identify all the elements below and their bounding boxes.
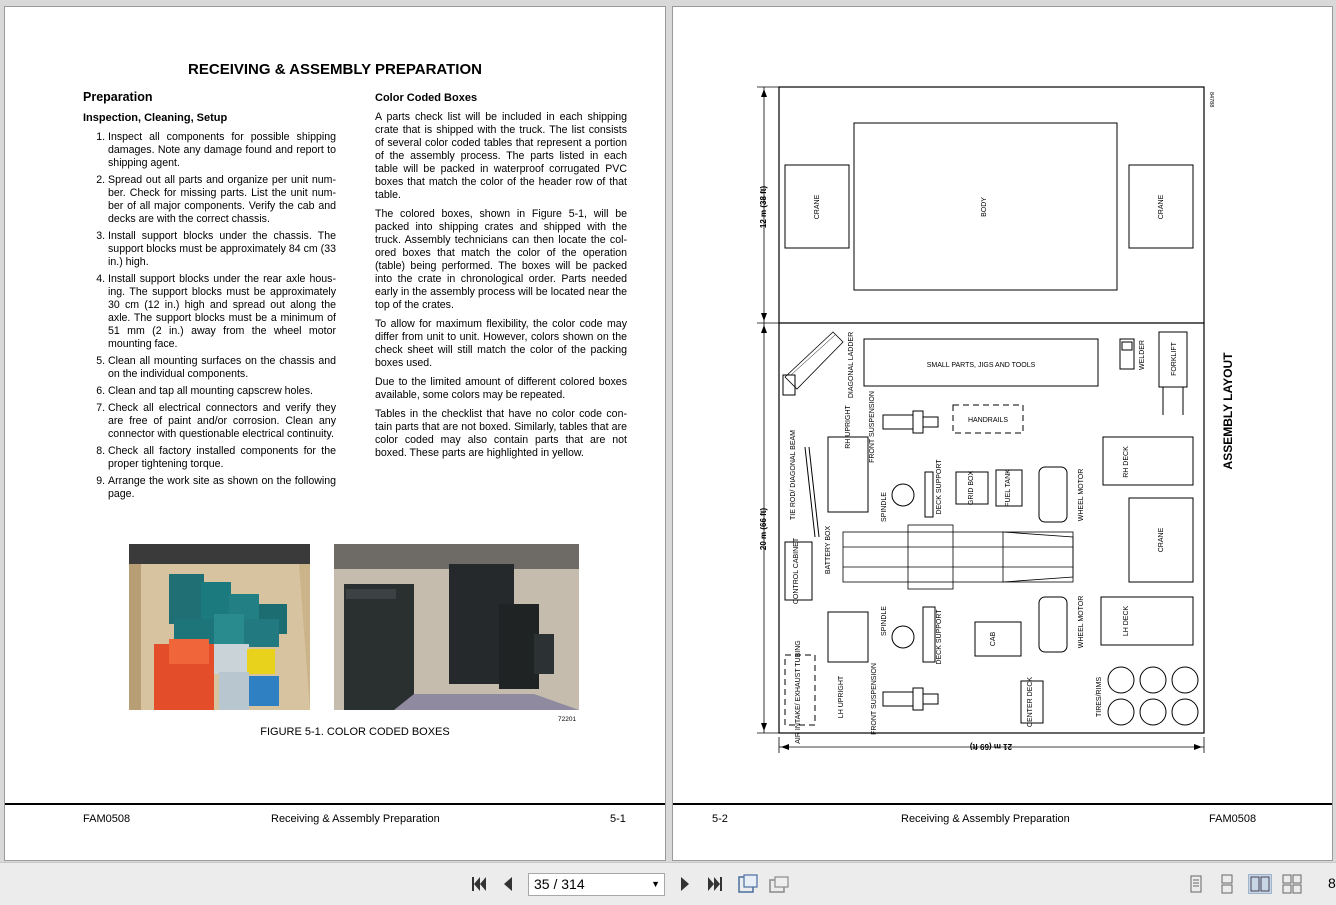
- cab-shape: [975, 622, 1021, 656]
- subsection-heading: Inspection, Cleaning, Setup: [83, 112, 228, 124]
- zoom-level[interactable]: 8: [1328, 875, 1336, 891]
- section-heading: Preparation: [83, 90, 153, 104]
- assembly-layout-title: ASSEMBLY LAYOUT: [1221, 352, 1235, 470]
- spindle-top-shape: [892, 484, 914, 506]
- left-page: [4, 6, 666, 861]
- footer-section-title: Receiving & Assembly Preparation: [901, 813, 1070, 825]
- grid-box-label: GRID BOX: [968, 470, 975, 506]
- paragraph: Due to the limited amount of different colored boxes available, some colors may be repeated.: [375, 376, 627, 401]
- tires-rims-label: TIRES/RIMS: [1096, 676, 1103, 718]
- first-page-icon[interactable]: [468, 871, 490, 897]
- next-page-icon[interactable]: [675, 871, 695, 897]
- front-suspension-bottom-label: FRONT SUSPENSION: [871, 663, 878, 735]
- two-page-view-icon[interactable]: [1248, 874, 1272, 894]
- front-suspension-top-label: FRONT SUSPENSION: [869, 391, 876, 463]
- color-coded-column: [375, 92, 627, 466]
- deck-support-bottom-shape: [923, 607, 935, 662]
- footer-rule: [673, 803, 1332, 805]
- chevron-down-icon[interactable]: ▼: [651, 879, 660, 889]
- step-item: 9. Arrange the work site as shown on the following page.: [108, 475, 336, 501]
- diagonal-ladder-shape: [783, 332, 843, 395]
- step-item: 4. Install support blocks under the rear axle housing. The support blocks must be approximately 30 cm (12 in.) high and spread out along the axle. The support blocks must be a minimum of 51 mm (2 in.) away from the wheel motor mounting face.: [108, 273, 336, 351]
- assembly-layout-drawing: [673, 7, 1332, 797]
- rh-upright-label: RH UPRIGHT: [845, 405, 852, 449]
- page-indicator: 35 / 314: [534, 876, 585, 892]
- small-parts-label: SMALL PARTS, JIGS AND TOOLS: [926, 362, 1036, 369]
- prev-page-icon[interactable]: [498, 871, 518, 897]
- lh-deck-label: LH DECK: [1123, 605, 1130, 637]
- rh-deck-label: RH DECK: [1123, 446, 1130, 478]
- page-number-field[interactable]: [528, 873, 665, 896]
- diagonal-ladder-label: DIAGONAL LADDER: [848, 331, 855, 399]
- fit-page-icon[interactable]: [736, 871, 760, 897]
- color-boxes-photo-1: [129, 544, 310, 710]
- front-suspension-bottom-shape: [883, 688, 938, 710]
- step-item: 3. Install support blocks under the chassis. The support blocks must be approximately 84 cm (33 in.) high.: [108, 230, 336, 269]
- paragraph: The colored boxes, shown in Figure 5-1, will be packed into shipping crates and shipped with the truck. Assembly technicians can then locate the colored boxes that match the color of the operation (table) being performed. The boxes will be packed into the crate in chronological order. Parts needed early in the assembly process will be located near the top of the crates.: [375, 208, 627, 311]
- footer-rule: [5, 803, 665, 805]
- color-boxes-photo-2: [334, 544, 579, 710]
- wheel-motor-bottom-shape: [1039, 597, 1067, 652]
- continuous-view-icon[interactable]: [1217, 874, 1237, 894]
- spindle-bottom-shape: [892, 626, 914, 648]
- lh-upright-shape: [828, 612, 868, 662]
- spindle-top-label: SPINDLE: [881, 492, 888, 522]
- crane-right-label: CRANE: [1158, 194, 1165, 220]
- step-item: 5. Clean all mounting surfaces on the chassis and on the individual components.: [108, 355, 336, 381]
- body-label: BODY: [981, 197, 988, 217]
- footer-section-title: Receiving & Assembly Preparation: [271, 813, 440, 825]
- footer-page-number: 5-1: [610, 813, 626, 825]
- step-item: 7. Check all electrical connectors and verify they are free of paint and/or corrosion. Clean any connector with questionable electrical continuity.: [108, 402, 336, 441]
- welder-shape: [1120, 339, 1134, 369]
- deck-support-top-label: DECK SUPPORT: [936, 459, 943, 515]
- crane-left-label: CRANE: [814, 194, 821, 220]
- wheel-motor-top-shape: [1039, 467, 1067, 522]
- fit-width-icon[interactable]: [767, 871, 791, 897]
- step-item: 8. Check all factory installed components for the proper tightening torque.: [108, 445, 336, 471]
- lh-deck-shape: [1101, 597, 1193, 645]
- figure-caption: FIGURE 5-1. COLOR CODED BOXES: [260, 726, 450, 738]
- lh-upright-label: LH UPRIGHT: [838, 675, 845, 719]
- right-page: [672, 6, 1333, 861]
- rh-deck-shape: [1103, 437, 1193, 485]
- paragraph: A parts check list will be included in each shipping crate that is shipped with the truck. The list consists of several color coded tables that represent a portion of the assembly process. The parts listed in each table will be packed in waterproof corrugated PVC boxes that match the color of the header row of that table.: [375, 111, 627, 201]
- crane-lower-label: CRANE: [1158, 527, 1165, 553]
- control-cabinet-label: CONTROL CABINET: [793, 537, 800, 605]
- step-item: 1. Inspect all components for possible shipping damages. Note any damage found and report to shipping agent.: [108, 131, 336, 170]
- tie-rod-shape: [805, 447, 819, 537]
- two-page-continuous-view-icon[interactable]: [1282, 874, 1302, 894]
- viewer-toolbar: [0, 862, 1336, 905]
- wheel-motor-top-label: WHEEL MOTOR: [1078, 468, 1085, 522]
- front-suspension-top-shape: [883, 411, 938, 433]
- step-item: 2. Spread out all parts and organize per unit number. Check for missing parts. List the unit number of all major components. Verify the cab and decks are with the correct chassis.: [108, 174, 336, 226]
- center-deck-label: CENTER DECK: [1027, 676, 1034, 728]
- page-title: RECEIVING & ASSEMBLY PREPARATION: [188, 61, 482, 78]
- drawing-reference-number: 84788: [1208, 92, 1214, 108]
- cab-label: CAB: [990, 631, 997, 647]
- dimension-label-bottom: 21 m (69 ft): [969, 742, 1013, 751]
- paragraph: Tables in the checklist that have no color code contain parts that are not boxed. Similarly, tables that are color coded may also contain parts that are not boxed. These parts are highlighted in yellow.: [375, 408, 627, 459]
- dimension-label-top: 12 m (38 ft): [759, 185, 768, 229]
- paragraph: To allow for maximum flexibility, the color code may differ from unit to unit. However, colors shown on the check sheet will still match the color of the packing boxes used.: [375, 318, 627, 369]
- fuel-tank-label: FUEL TANK: [1005, 469, 1012, 507]
- tires-rims-shapes: [1108, 667, 1198, 725]
- footer-doc-number: FAM0508: [83, 813, 131, 825]
- photo-reference-number: 72201: [558, 716, 577, 723]
- dimension-label-side: 20 m (66 ft): [759, 507, 768, 551]
- tie-rod-label: TIE ROD/ DIAGONAL BEAM: [790, 430, 797, 520]
- handrails-label: HANDRAILS: [967, 417, 1009, 424]
- battery-box-label: BATTERY BOX: [825, 525, 832, 575]
- forklift-label: FORKLIFT: [1171, 342, 1178, 376]
- wheel-motor-bottom-label: WHEEL MOTOR: [1078, 595, 1085, 649]
- preparation-column: [83, 91, 336, 505]
- single-page-view-icon[interactable]: [1186, 874, 1206, 894]
- deck-support-bottom-label: DECK SUPPORT: [936, 609, 943, 665]
- step-item: 6. Clean and tap all mounting capscrew holes.: [108, 385, 336, 398]
- deck-support-top-shape: [925, 472, 933, 517]
- section-heading: Color Coded Boxes: [375, 92, 478, 104]
- air-intake-label: AIR INTAKE/ EXHAUST TUBING: [795, 640, 802, 744]
- footer-doc-number: FAM0508: [1209, 813, 1257, 825]
- welder-label: WELDER: [1139, 340, 1146, 370]
- footer-page-number: 5-2: [712, 813, 728, 825]
- truck-chassis-shape: [843, 525, 1073, 589]
- spindle-bottom-label: SPINDLE: [881, 606, 888, 636]
- last-page-icon[interactable]: [703, 871, 727, 897]
- preparation-steps: [83, 131, 336, 501]
